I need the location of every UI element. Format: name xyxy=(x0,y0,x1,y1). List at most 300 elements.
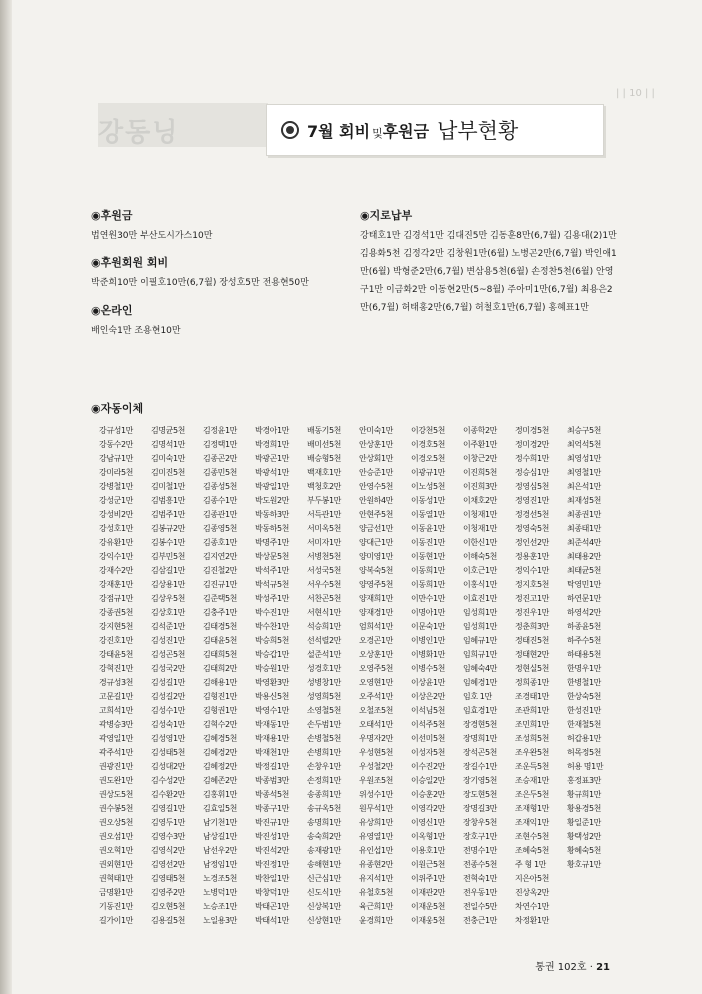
name-entry: 장석곤5천 xyxy=(463,748,498,757)
name-entry: 김영식2만 xyxy=(151,846,186,855)
name-entry: 서성국5천 xyxy=(307,566,342,575)
target-bullet-icon xyxy=(281,121,299,139)
name-entry: 박영환3만 xyxy=(255,678,290,687)
name-entry: 허용 명1만 xyxy=(567,762,604,771)
name-entry: 이동윤1만 xyxy=(411,524,446,533)
name-entry: 강유환1만 xyxy=(99,538,134,547)
name-entry: 박태석1만 xyxy=(255,916,290,925)
name-entry: 양영주5천 xyxy=(359,580,394,589)
name-entry: 하연문1만 xyxy=(567,594,602,603)
name-entry: 박광일1만 xyxy=(255,482,290,491)
name-entry: 전혁숙1만 xyxy=(463,874,498,883)
name-entry: 오주석1만 xyxy=(359,692,394,701)
name-entry: 정영진1만 xyxy=(515,496,550,505)
name-entry: 김오현5천 xyxy=(151,902,186,911)
name-entry: 이노성5천 xyxy=(411,482,446,491)
name-entry: 김형권1만 xyxy=(203,706,238,715)
name-entry: 임혜숙4만 xyxy=(463,664,498,673)
name-entry: 권상도5천 xyxy=(99,790,134,799)
name-entry: 박석주1만 xyxy=(255,566,290,575)
name-entry: 최종권1만 xyxy=(567,510,602,519)
name-entry: 김혜존2만 xyxy=(203,776,238,785)
name-entry: 고문길1만 xyxy=(99,692,134,701)
name-entry: 김성길1만 xyxy=(151,678,186,687)
name-entry: 위성수1만 xyxy=(359,790,394,799)
name-entry: 서미자1만 xyxy=(307,538,342,547)
name-entry: 홍정표3만 xyxy=(567,776,602,785)
name-entry: 이재운5천 xyxy=(411,902,446,911)
name-entry: 권도완1만 xyxy=(99,776,134,785)
name-entry: 윤경희1만 xyxy=(359,916,394,925)
name-entry: 최태균5천 xyxy=(567,566,602,575)
name-entry: 권오상5천 xyxy=(99,818,134,827)
name-entry: 안원하4만 xyxy=(359,496,394,505)
name-entry: 안상훈1만 xyxy=(359,440,394,449)
name-entry: 전우동1만 xyxy=(463,888,498,897)
name-entry: 조성희5천 xyxy=(515,734,550,743)
name-entry: 배동기5천 xyxy=(307,426,342,435)
name-entry: 이성자5천 xyxy=(411,748,446,757)
name-entry: 강점규1만 xyxy=(99,594,134,603)
name-entry: 조은두5천 xyxy=(515,790,550,799)
name-entry: 정영숙5천 xyxy=(515,524,550,533)
name-entry: 전종수5천 xyxy=(463,860,498,869)
name-entry: 설준석1만 xyxy=(307,650,342,659)
name-entry: 박진정1만 xyxy=(255,860,290,869)
name-entry: 강성군1만 xyxy=(99,496,134,505)
name-entry: 노경조5천 xyxy=(203,874,238,883)
name-entry: 이청재1만 xyxy=(463,524,498,533)
name-entry: 장명희1만 xyxy=(463,734,498,743)
name-entry: 오철조5천 xyxy=(359,706,394,715)
name-entry: 석승희1만 xyxy=(307,622,342,631)
name-entry: 강혁진1만 xyxy=(99,664,134,673)
name-entry: 조재형1만 xyxy=(515,804,550,813)
name-entry: 송숙희2만 xyxy=(307,832,342,841)
name-entry: 박재동1만 xyxy=(255,720,290,729)
title-main2: 후원금 xyxy=(382,121,430,141)
name-entry: 서병천5천 xyxy=(307,552,342,561)
section-heading: ◉온라인 xyxy=(91,304,133,317)
name-entry: 소영철5천 xyxy=(307,706,342,715)
name-entry: 하태용5천 xyxy=(567,650,602,659)
name-entry: 박명주1만 xyxy=(255,538,290,547)
name-entry: 김성대2만 xyxy=(151,762,186,771)
name-entry: 탁영민1만 xyxy=(567,580,602,589)
name-entry: 김수환2만 xyxy=(151,790,186,799)
name-entry: 장창우5천 xyxy=(463,818,498,827)
name-entry: 남기천1만 xyxy=(203,818,238,827)
name-entry: 이진희3만 xyxy=(463,482,498,491)
name-entry: 오영현1만 xyxy=(359,678,394,687)
name-entry: 오태석1만 xyxy=(359,720,394,729)
name-entry: 박종범3만 xyxy=(255,776,290,785)
name-entry: 강종권5천 xyxy=(99,608,134,617)
name-entry: 장경현5천 xyxy=(463,720,498,729)
name-entry: 유영열1만 xyxy=(359,832,394,841)
name-entry: 박진규1만 xyxy=(255,818,290,827)
name-entry: 김용길5천 xyxy=(151,916,186,925)
name-entry: 한병철1만 xyxy=(567,678,602,687)
name-entry: 양금선1만 xyxy=(359,524,394,533)
name-entry xyxy=(567,900,619,914)
name-entry: 이상윤1만 xyxy=(411,678,446,687)
name-entry: 정수희1만 xyxy=(515,454,550,463)
name-entry: 이수진2만 xyxy=(411,762,446,771)
name-entry: 경규성3천 xyxy=(99,678,134,687)
name-entry: 김수성2만 xyxy=(151,776,186,785)
name-entry: 이재관2만 xyxy=(411,888,446,897)
name-entry: 한명우1만 xyxy=(567,664,602,673)
name-entry: 허목정5천 xyxy=(567,748,602,757)
section-heading: ◉후원금 xyxy=(91,209,133,222)
name-entry: 이동희1만 xyxy=(411,566,446,575)
name-entry: 조혜숙5천 xyxy=(515,846,550,855)
name-entry: 박경아1만 xyxy=(255,426,290,435)
name-entry xyxy=(567,914,619,928)
name-entry: 강재훈1만 xyxy=(99,580,134,589)
name-entry: 송해현1만 xyxy=(307,860,342,869)
name-entry: 백재호1만 xyxy=(307,468,342,477)
name-entry: 이만수1만 xyxy=(411,594,446,603)
name-entry: 서찬곤5천 xyxy=(307,594,342,603)
ghost-header-text: | | 10 | | xyxy=(616,88,655,99)
name-entry: 한상숙5천 xyxy=(567,692,602,701)
page-footer xyxy=(535,958,610,973)
name-entry: 정진우1만 xyxy=(515,608,550,617)
name-entry: 이재웅5천 xyxy=(411,916,446,925)
name-entry: 박종구1만 xyxy=(255,804,290,813)
name-entry: 이채호2만 xyxy=(463,496,498,505)
name-entry: 송종희1만 xyxy=(307,790,342,799)
name-entry: 박용신5천 xyxy=(255,692,290,701)
name-entry: 유종현2만 xyxy=(359,860,394,869)
ghost-watermark-text: 강동닝 xyxy=(98,118,180,148)
name-entry: 이옥형1만 xyxy=(411,832,446,841)
name-entry: 육근희1만 xyxy=(359,902,394,911)
name-entry: 양재경1만 xyxy=(359,608,394,617)
name-entry: 안영수5천 xyxy=(359,482,394,491)
name-entry: 이문숙1만 xyxy=(411,622,446,631)
name-entry: 강미라5천 xyxy=(99,468,134,477)
name-entry: 김태윤5천 xyxy=(203,636,238,645)
name-entry: 강재수2만 xyxy=(99,566,134,575)
name-entry: 정춘희3만 xyxy=(515,622,550,631)
name-entry: 최종태1만 xyxy=(567,524,602,533)
name-entry: 임효경1만 xyxy=(463,706,498,715)
name-entry: 정현실5천 xyxy=(515,664,550,673)
name-entry: 박승갑1만 xyxy=(255,650,290,659)
page-number: 21 xyxy=(596,962,610,973)
name-entry: 서득관1만 xyxy=(307,510,342,519)
name-entry: 최준석4만 xyxy=(567,538,602,547)
name-entry: 부두봉1만 xyxy=(307,496,342,505)
name-entry: 이동성1만 xyxy=(411,496,446,505)
name-entry: 이병인1만 xyxy=(411,636,446,645)
name-entry: 김성숙1만 xyxy=(151,720,186,729)
name-entry: 선석렬2만 xyxy=(307,636,342,645)
name-entry: 우원조5천 xyxy=(359,776,394,785)
name-entry: 김종관1만 xyxy=(203,510,238,519)
name-entry: 임호 1만 xyxy=(463,692,492,701)
name-entry: 오경곤1만 xyxy=(359,636,394,645)
name-entry: 금명환1만 xyxy=(99,888,134,897)
name-entry: 조경태1만 xyxy=(515,692,550,701)
name-entry: 주 형 1만 xyxy=(515,860,546,869)
name-entry: 박수진1만 xyxy=(255,608,290,617)
name-entry: 박진성1만 xyxy=(255,832,290,841)
name-entry: 우성현5천 xyxy=(359,748,394,757)
name-entry xyxy=(567,872,619,886)
name-entry: 김미진5천 xyxy=(151,468,186,477)
name-entry: 서우수5천 xyxy=(307,580,342,589)
name-entry: 정태현2만 xyxy=(515,650,550,659)
name-entry: 조관희1만 xyxy=(515,706,550,715)
name-entry: 이해숙5천 xyxy=(463,552,498,561)
name-entry: 박승희5천 xyxy=(255,636,290,645)
name-entry: 우성철2만 xyxy=(359,762,394,771)
name-entry: 손병희1만 xyxy=(307,748,342,757)
name-entry: 장기영5천 xyxy=(463,776,498,785)
name-entry: 김홍휘1만 xyxy=(203,790,238,799)
name-entry: 황혜숙5천 xyxy=(567,846,602,855)
page-title xyxy=(266,104,604,156)
name-entry: 정익수1만 xyxy=(515,566,550,575)
name-entry: 김명균5천 xyxy=(151,426,186,435)
name-entry: 강병철1만 xyxy=(99,482,134,491)
name-entry: 장길수1만 xyxy=(463,762,498,771)
name-entry: 신도식1만 xyxy=(307,888,342,897)
name-entry: 배미선5천 xyxy=(307,440,342,449)
name-entry: 유상희1만 xyxy=(359,818,394,827)
name-entry: 이승일2만 xyxy=(411,776,446,785)
name-entry: 이명아1만 xyxy=(411,608,446,617)
name-entry: 최재성5천 xyxy=(567,496,602,505)
name-entry: 김부민5천 xyxy=(151,552,186,561)
name-entry: 김미숙1만 xyxy=(151,454,186,463)
name-entry: 안현주5천 xyxy=(359,510,394,519)
auto-transfer-list xyxy=(99,424,619,928)
name-entry: 김태희2만 xyxy=(203,664,238,673)
name-entry: 이동현1만 xyxy=(411,552,446,561)
name-entry: 이광규1만 xyxy=(411,468,446,477)
name-entry: 노승조1만 xyxy=(203,902,238,911)
name-entry: 최승구5천 xyxy=(567,426,602,435)
section-huwonhoewon xyxy=(91,254,351,292)
name-entry: 하영석2만 xyxy=(567,608,602,617)
name-entry: 원무석1만 xyxy=(359,804,394,813)
name-entry: 고희석1만 xyxy=(99,706,134,715)
name-entry: 김명석1만 xyxy=(151,440,186,449)
name-entry: 안미숙1만 xyxy=(359,426,394,435)
name-entry: 박상문5천 xyxy=(255,552,290,561)
name-entry: 조민희1만 xyxy=(515,720,550,729)
name-entry: 조운득5천 xyxy=(515,762,550,771)
name-entry: 정진고1만 xyxy=(515,594,550,603)
section-huwongeum xyxy=(91,207,341,245)
name-entry: 엄희석1만 xyxy=(359,622,394,631)
name-entry: 김성길2만 xyxy=(151,692,186,701)
name-entry: 김성진1만 xyxy=(151,636,186,645)
name-entry: 하주수5천 xyxy=(567,636,602,645)
name-entry: 정희종1만 xyxy=(515,678,550,687)
name-entry: 이청재1만 xyxy=(463,510,498,519)
name-entry: 이경호5천 xyxy=(411,440,446,449)
name-entry: 성영희5천 xyxy=(307,692,342,701)
name-entry: 권외현1만 xyxy=(99,860,134,869)
name-entry: 이창근2만 xyxy=(463,454,498,463)
name-entry: 김충주1만 xyxy=(203,608,238,617)
name-entry: 박재천1만 xyxy=(255,748,290,757)
name-entry: 조재익1만 xyxy=(515,818,550,827)
name-entry: 강남규1만 xyxy=(99,454,134,463)
name-entry: 임희규1만 xyxy=(463,650,498,659)
name-entry: 권오혁1만 xyxy=(99,846,134,855)
name-entry: 장호구1만 xyxy=(463,832,498,841)
name-entry: 이영신1만 xyxy=(411,818,446,827)
name-entry: 김봉규2만 xyxy=(151,524,186,533)
name-entry: 최은석1만 xyxy=(567,482,602,491)
name-entry: 박진석2만 xyxy=(255,846,290,855)
name-entry: 강규성1만 xyxy=(99,426,134,435)
name-entry: 노병덕1만 xyxy=(203,888,238,897)
name-entry: 양복숙5천 xyxy=(359,566,394,575)
name-entry: 이주환1만 xyxy=(463,440,498,449)
section-text: 강태호1만 김경석1만 김대진5만 김동훈8만(6,7월) 김용대(2)1만 김용화5천 김정각2만 김창원1만(6월) 노병곤2만(6,7월) 박인애1만(6월) 박형준2만(6,7월) 변삼용5천(6월) 손정찬5천(6월) 안영구1만 이금화2만 이동현2만(5~8월) 주아미1만(6,7월) 최용은2만(6,7월) 허태홍2만(6,7월) 허철호1만(6,7월) 홍혜표1만 xyxy=(360,231,617,313)
name-entry: 김종호1만 xyxy=(203,538,238,547)
name-entry: 장도현5천 xyxy=(463,790,498,799)
name-entry: 김범주1만 xyxy=(151,510,186,519)
name-entry: 박종석5천 xyxy=(255,790,290,799)
name-entry: 김혁수2만 xyxy=(203,720,238,729)
name-entry: 차정환1만 xyxy=(515,916,550,925)
name-entry: 최억석5천 xyxy=(567,440,602,449)
name-entry: 이병화1만 xyxy=(411,650,446,659)
name-entry: 박정길1만 xyxy=(255,762,290,771)
name-entry: 성병창1만 xyxy=(307,678,342,687)
name-entry: 김범흥1만 xyxy=(151,496,186,505)
name-entry: 강동수2만 xyxy=(99,440,134,449)
name-entry: 이동희1만 xyxy=(411,580,446,589)
name-entry: 배승형5천 xyxy=(307,454,342,463)
name-entry: 박영수1만 xyxy=(255,706,290,715)
name-entry: 양미영1만 xyxy=(359,552,394,561)
name-entry: 손창우1만 xyxy=(307,762,342,771)
name-entry: 정경선5천 xyxy=(515,510,550,519)
section-heading: ◉자동이체 xyxy=(91,402,144,415)
name-entry: 오상훈1만 xyxy=(359,650,394,659)
name-entry: 김영두1만 xyxy=(151,818,186,827)
name-entry: 김성수1만 xyxy=(151,706,186,715)
name-entry: 이병수5천 xyxy=(411,664,446,673)
name-entry: 김영수3만 xyxy=(151,832,186,841)
name-entry: 정영심5천 xyxy=(515,482,550,491)
name-entry: 조우완5천 xyxy=(515,748,550,757)
name-entry: 강성호1만 xyxy=(99,524,134,533)
name-entry: 진상옥2만 xyxy=(515,888,550,897)
name-entry: 남선우2만 xyxy=(203,846,238,855)
name-entry: 박재용1만 xyxy=(255,734,290,743)
name-entry: 노일용3만 xyxy=(203,916,238,925)
name-entry: 서현식1만 xyxy=(307,608,342,617)
name-entry: 이홍식1만 xyxy=(463,580,498,589)
name-entry: 지은아5천 xyxy=(515,874,550,883)
name-entry: 강익수1만 xyxy=(99,552,134,561)
name-entry: 유인섭1만 xyxy=(359,846,394,855)
name-entry: 임성희1만 xyxy=(463,608,498,617)
name-entry: 김종성5천 xyxy=(203,482,238,491)
name-entry: 김영태5천 xyxy=(151,874,186,883)
name-entry: 곽주석1만 xyxy=(99,748,134,757)
name-entry: 강성비2만 xyxy=(99,510,134,519)
name-entry: 이석주5천 xyxy=(411,720,446,729)
name-entry: 이승훈2만 xyxy=(411,790,446,799)
name-entry: 신상현1만 xyxy=(307,916,342,925)
name-entry: 이동진1만 xyxy=(411,538,446,547)
name-entry: 정승심1만 xyxy=(515,468,550,477)
name-entry: 양재희1만 xyxy=(359,594,394,603)
name-entry: 박수찬1만 xyxy=(255,622,290,631)
name-entry: 김지연2만 xyxy=(203,552,238,561)
name-entry: 이한신1만 xyxy=(463,538,498,547)
name-entry: 황택성2만 xyxy=(567,832,602,841)
name-entry: 권혁태1만 xyxy=(99,874,134,883)
section-text: 법연원30만 부산도시가스10만 xyxy=(91,231,213,241)
name-entry: 김정윤1만 xyxy=(203,426,238,435)
name-entry: 이상은2만 xyxy=(411,692,446,701)
name-entry: 박동하3만 xyxy=(255,510,290,519)
name-entry: 최태용2만 xyxy=(567,552,602,561)
name-entry: 길가이1만 xyxy=(99,916,134,925)
name-entry: 김영선2만 xyxy=(151,860,186,869)
name-entry: 서미옥5천 xyxy=(307,524,342,533)
name-entry: 김미철1만 xyxy=(151,482,186,491)
name-entry: 김삼길1만 xyxy=(151,566,186,575)
name-entry: 신근심1만 xyxy=(307,874,342,883)
section-text: 배인숙1만 조용현10만 xyxy=(91,326,181,336)
title-mid: 및 xyxy=(372,126,383,140)
name-entry: 우명자2만 xyxy=(359,734,394,743)
name-entry: 이영각2만 xyxy=(411,804,446,813)
name-entry: 조승재1만 xyxy=(515,776,550,785)
issue-label: 통권 102호 · xyxy=(535,962,597,973)
name-entry: 김혜경2만 xyxy=(203,748,238,757)
title-main: 7월 회비 xyxy=(307,121,371,141)
name-entry: 전충근1만 xyxy=(463,916,498,925)
name-entry: 이진희5천 xyxy=(463,468,498,477)
name-entry: 김석준1만 xyxy=(151,622,186,631)
name-entry: 정지호5천 xyxy=(515,580,550,589)
name-entry: 송재광1만 xyxy=(307,846,342,855)
name-entry: 황일준1만 xyxy=(567,818,602,827)
name-entry: 박광곤1만 xyxy=(255,454,290,463)
name-entry: 황규희1만 xyxy=(567,790,602,799)
name-entry: 안상회1만 xyxy=(359,454,394,463)
name-entry: 김종민5천 xyxy=(203,468,238,477)
name-entry: 이종학2만 xyxy=(463,426,498,435)
name-entry: 김태경5천 xyxy=(203,622,238,631)
name-entry: 전일수5만 xyxy=(463,902,498,911)
name-entry: 박경희1만 xyxy=(255,440,290,449)
name-entry: 김성영1만 xyxy=(151,734,186,743)
name-entry: 양대근1만 xyxy=(359,538,394,547)
name-entry: 이원근5천 xyxy=(411,860,446,869)
name-entry: 황호규1만 xyxy=(567,860,602,869)
name-entry: 김진규1만 xyxy=(203,580,238,589)
name-entry: 박태곤1만 xyxy=(255,902,290,911)
name-entry: 백청호2만 xyxy=(307,482,342,491)
name-entry: 하종윤5천 xyxy=(567,622,602,631)
